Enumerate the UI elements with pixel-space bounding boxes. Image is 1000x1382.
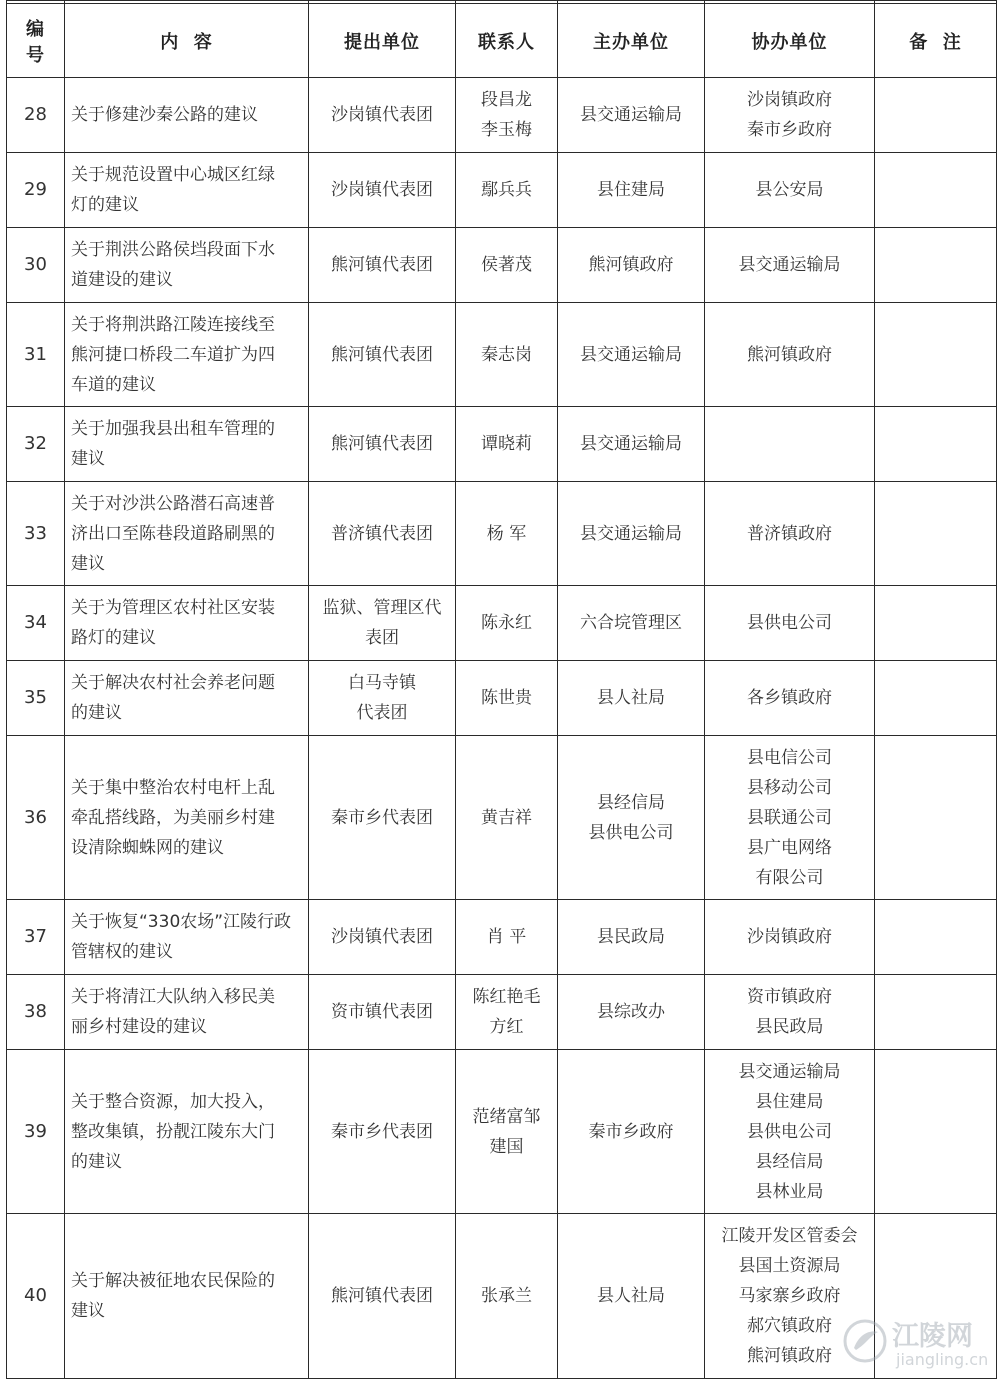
cell-assist: 沙岗镇政府 秦市乡政府	[705, 78, 875, 153]
cell-proposer: 熊河镇代表团	[309, 303, 456, 407]
table-row	[7, 303, 997, 407]
cell-host: 县交通运输局	[558, 407, 705, 482]
table-row	[7, 736, 997, 900]
cell-host: 县民政局	[558, 900, 705, 975]
cell-content: 关于将清江大队纳入移民美 丽乡村建设的建议	[65, 975, 309, 1050]
cell-num: 32	[7, 407, 65, 482]
cell-content: 关于恢复“330农场”江陵行政 管辖权的建议	[65, 900, 309, 975]
cell-content: 关于规范设置中心城区红绿 灯的建议	[65, 153, 309, 228]
cell-num: 37	[7, 900, 65, 975]
cell-assist: 县公安局	[705, 153, 875, 228]
cell-content: 关于为管理区农村社区安装 路灯的建议	[65, 586, 309, 661]
header-assist: 协办单位	[705, 4, 875, 78]
cell-proposer: 熊河镇代表团	[309, 228, 456, 303]
cell-contact: 陈永红	[456, 586, 558, 661]
cell-host: 县住建局	[558, 153, 705, 228]
table-row	[7, 586, 997, 661]
cell-remark	[875, 736, 997, 900]
cell-remark	[875, 407, 997, 482]
watermark	[842, 1314, 992, 1374]
cell-proposer: 沙岗镇代表团	[309, 78, 456, 153]
cell-assist: 县电信公司 县移动公司 县联通公司 县广电网络 有限公司	[705, 736, 875, 900]
cell-remark	[875, 1050, 997, 1214]
cell-num: 29	[7, 153, 65, 228]
table-row	[7, 661, 997, 736]
table-row	[7, 975, 997, 1050]
cell-proposer: 白马寺镇 代表团	[309, 661, 456, 736]
cell-remark	[875, 228, 997, 303]
cell-remark	[875, 482, 997, 586]
cell-host: 秦市乡政府	[558, 1050, 705, 1214]
cell-proposer: 沙岗镇代表团	[309, 153, 456, 228]
proposal-table	[6, 0, 997, 1379]
cell-contact: 肖 平	[456, 900, 558, 975]
cell-num: 34	[7, 586, 65, 661]
table-row	[7, 900, 997, 975]
cell-proposer: 熊河镇代表团	[309, 407, 456, 482]
table-row	[7, 78, 997, 153]
table-row	[7, 482, 997, 586]
table-row	[7, 407, 997, 482]
cell-content: 关于将荆洪路江陵连接线至 熊河捷口桥段二车道扩为四 车道的建议	[65, 303, 309, 407]
cell-contact: 段昌龙 李玉梅	[456, 78, 558, 153]
cell-host: 熊河镇政府	[558, 228, 705, 303]
cell-contact: 侯著茂	[456, 228, 558, 303]
cell-remark	[875, 303, 997, 407]
header-content: 内 容	[65, 4, 309, 78]
cell-host: 县经信局 县供电公司	[558, 736, 705, 900]
cell-contact: 范绪富邹 建国	[456, 1050, 558, 1214]
cell-num: 28	[7, 78, 65, 153]
cell-num: 31	[7, 303, 65, 407]
cell-remark	[875, 586, 997, 661]
cell-proposer: 秦市乡代表团	[309, 736, 456, 900]
cell-assist: 熊河镇政府	[705, 303, 875, 407]
cell-contact: 陈红艳毛 方红	[456, 975, 558, 1050]
cell-proposer: 普济镇代表团	[309, 482, 456, 586]
cell-assist: 县交通运输局	[705, 228, 875, 303]
table-body	[7, 78, 997, 1379]
cell-host: 县人社局	[558, 1214, 705, 1379]
cell-num: 38	[7, 975, 65, 1050]
cell-proposer: 熊河镇代表团	[309, 1214, 456, 1379]
table-row	[7, 153, 997, 228]
cell-num: 35	[7, 661, 65, 736]
cell-proposer: 秦市乡代表团	[309, 1050, 456, 1214]
header-remark: 备 注	[875, 4, 997, 78]
cell-assist	[705, 407, 875, 482]
header-row	[7, 4, 997, 78]
jiangling-logo-icon	[842, 1318, 888, 1364]
cell-num: 33	[7, 482, 65, 586]
header-host: 主办单位	[558, 4, 705, 78]
cell-content: 关于修建沙秦公路的建议	[65, 78, 309, 153]
watermark-name: 江陵网	[892, 1321, 973, 1352]
cell-assist: 江陵开发区管委会 县国土资源局 马家寨乡政府 郝穴镇政府 熊河镇政府	[705, 1214, 875, 1379]
cell-num: 30	[7, 228, 65, 303]
header-proposer: 提出单位	[309, 4, 456, 78]
cell-content: 关于整合资源，加大投入， 整改集镇，扮靓江陵东大门 的建议	[65, 1050, 309, 1214]
cell-proposer: 资市镇代表团	[309, 975, 456, 1050]
cell-num: 39	[7, 1050, 65, 1214]
cell-host: 县交通运输局	[558, 78, 705, 153]
cell-contact: 秦志岗	[456, 303, 558, 407]
cell-contact: 张承兰	[456, 1214, 558, 1379]
cell-host: 县综改办	[558, 975, 705, 1050]
cell-content: 关于加强我县出租车管理的 建议	[65, 407, 309, 482]
cell-num: 36	[7, 736, 65, 900]
cell-remark	[875, 661, 997, 736]
cell-assist: 县供电公司	[705, 586, 875, 661]
cell-remark	[875, 900, 997, 975]
cell-contact: 黄吉祥	[456, 736, 558, 900]
cell-remark	[875, 153, 997, 228]
cell-remark	[875, 975, 997, 1050]
cell-contact: 谭晓莉	[456, 407, 558, 482]
cell-num: 40	[7, 1214, 65, 1379]
cell-assist: 各乡镇政府	[705, 661, 875, 736]
header-contact: 联系人	[456, 4, 558, 78]
cell-host: 县交通运输局	[558, 303, 705, 407]
cell-content: 关于解决农村社会养老问题 的建议	[65, 661, 309, 736]
cell-content: 关于荆洪公路侯垱段面下水 道建设的建议	[65, 228, 309, 303]
cell-assist: 普济镇政府	[705, 482, 875, 586]
cell-host: 六合垸管理区	[558, 586, 705, 661]
table-row	[7, 1050, 997, 1214]
table-row	[7, 228, 997, 303]
cell-contact: 杨 军	[456, 482, 558, 586]
header-num: 编 号	[7, 4, 65, 78]
watermark-url: jiangling.cn	[896, 1350, 989, 1369]
cell-content: 关于对沙洪公路潜石高速普 济出口至陈巷段道路刷黑的 建议	[65, 482, 309, 586]
cell-assist: 沙岗镇政府	[705, 900, 875, 975]
cell-host: 县人社局	[558, 661, 705, 736]
cell-assist: 资市镇政府 县民政局	[705, 975, 875, 1050]
cell-remark	[875, 78, 997, 153]
cell-host: 县交通运输局	[558, 482, 705, 586]
cell-proposer: 监狱、管理区代 表团	[309, 586, 456, 661]
cell-content: 关于解决被征地农民保险的 建议	[65, 1214, 309, 1379]
cell-proposer: 沙岗镇代表团	[309, 900, 456, 975]
cell-contact: 陈世贵	[456, 661, 558, 736]
cell-assist: 县交通运输局 县住建局 县供电公司 县经信局 县林业局	[705, 1050, 875, 1214]
cell-contact: 鄢兵兵	[456, 153, 558, 228]
cell-content: 关于集中整治农村电杆上乱 牵乱搭线路，为美丽乡村建 设清除蜘蛛网的建议	[65, 736, 309, 900]
